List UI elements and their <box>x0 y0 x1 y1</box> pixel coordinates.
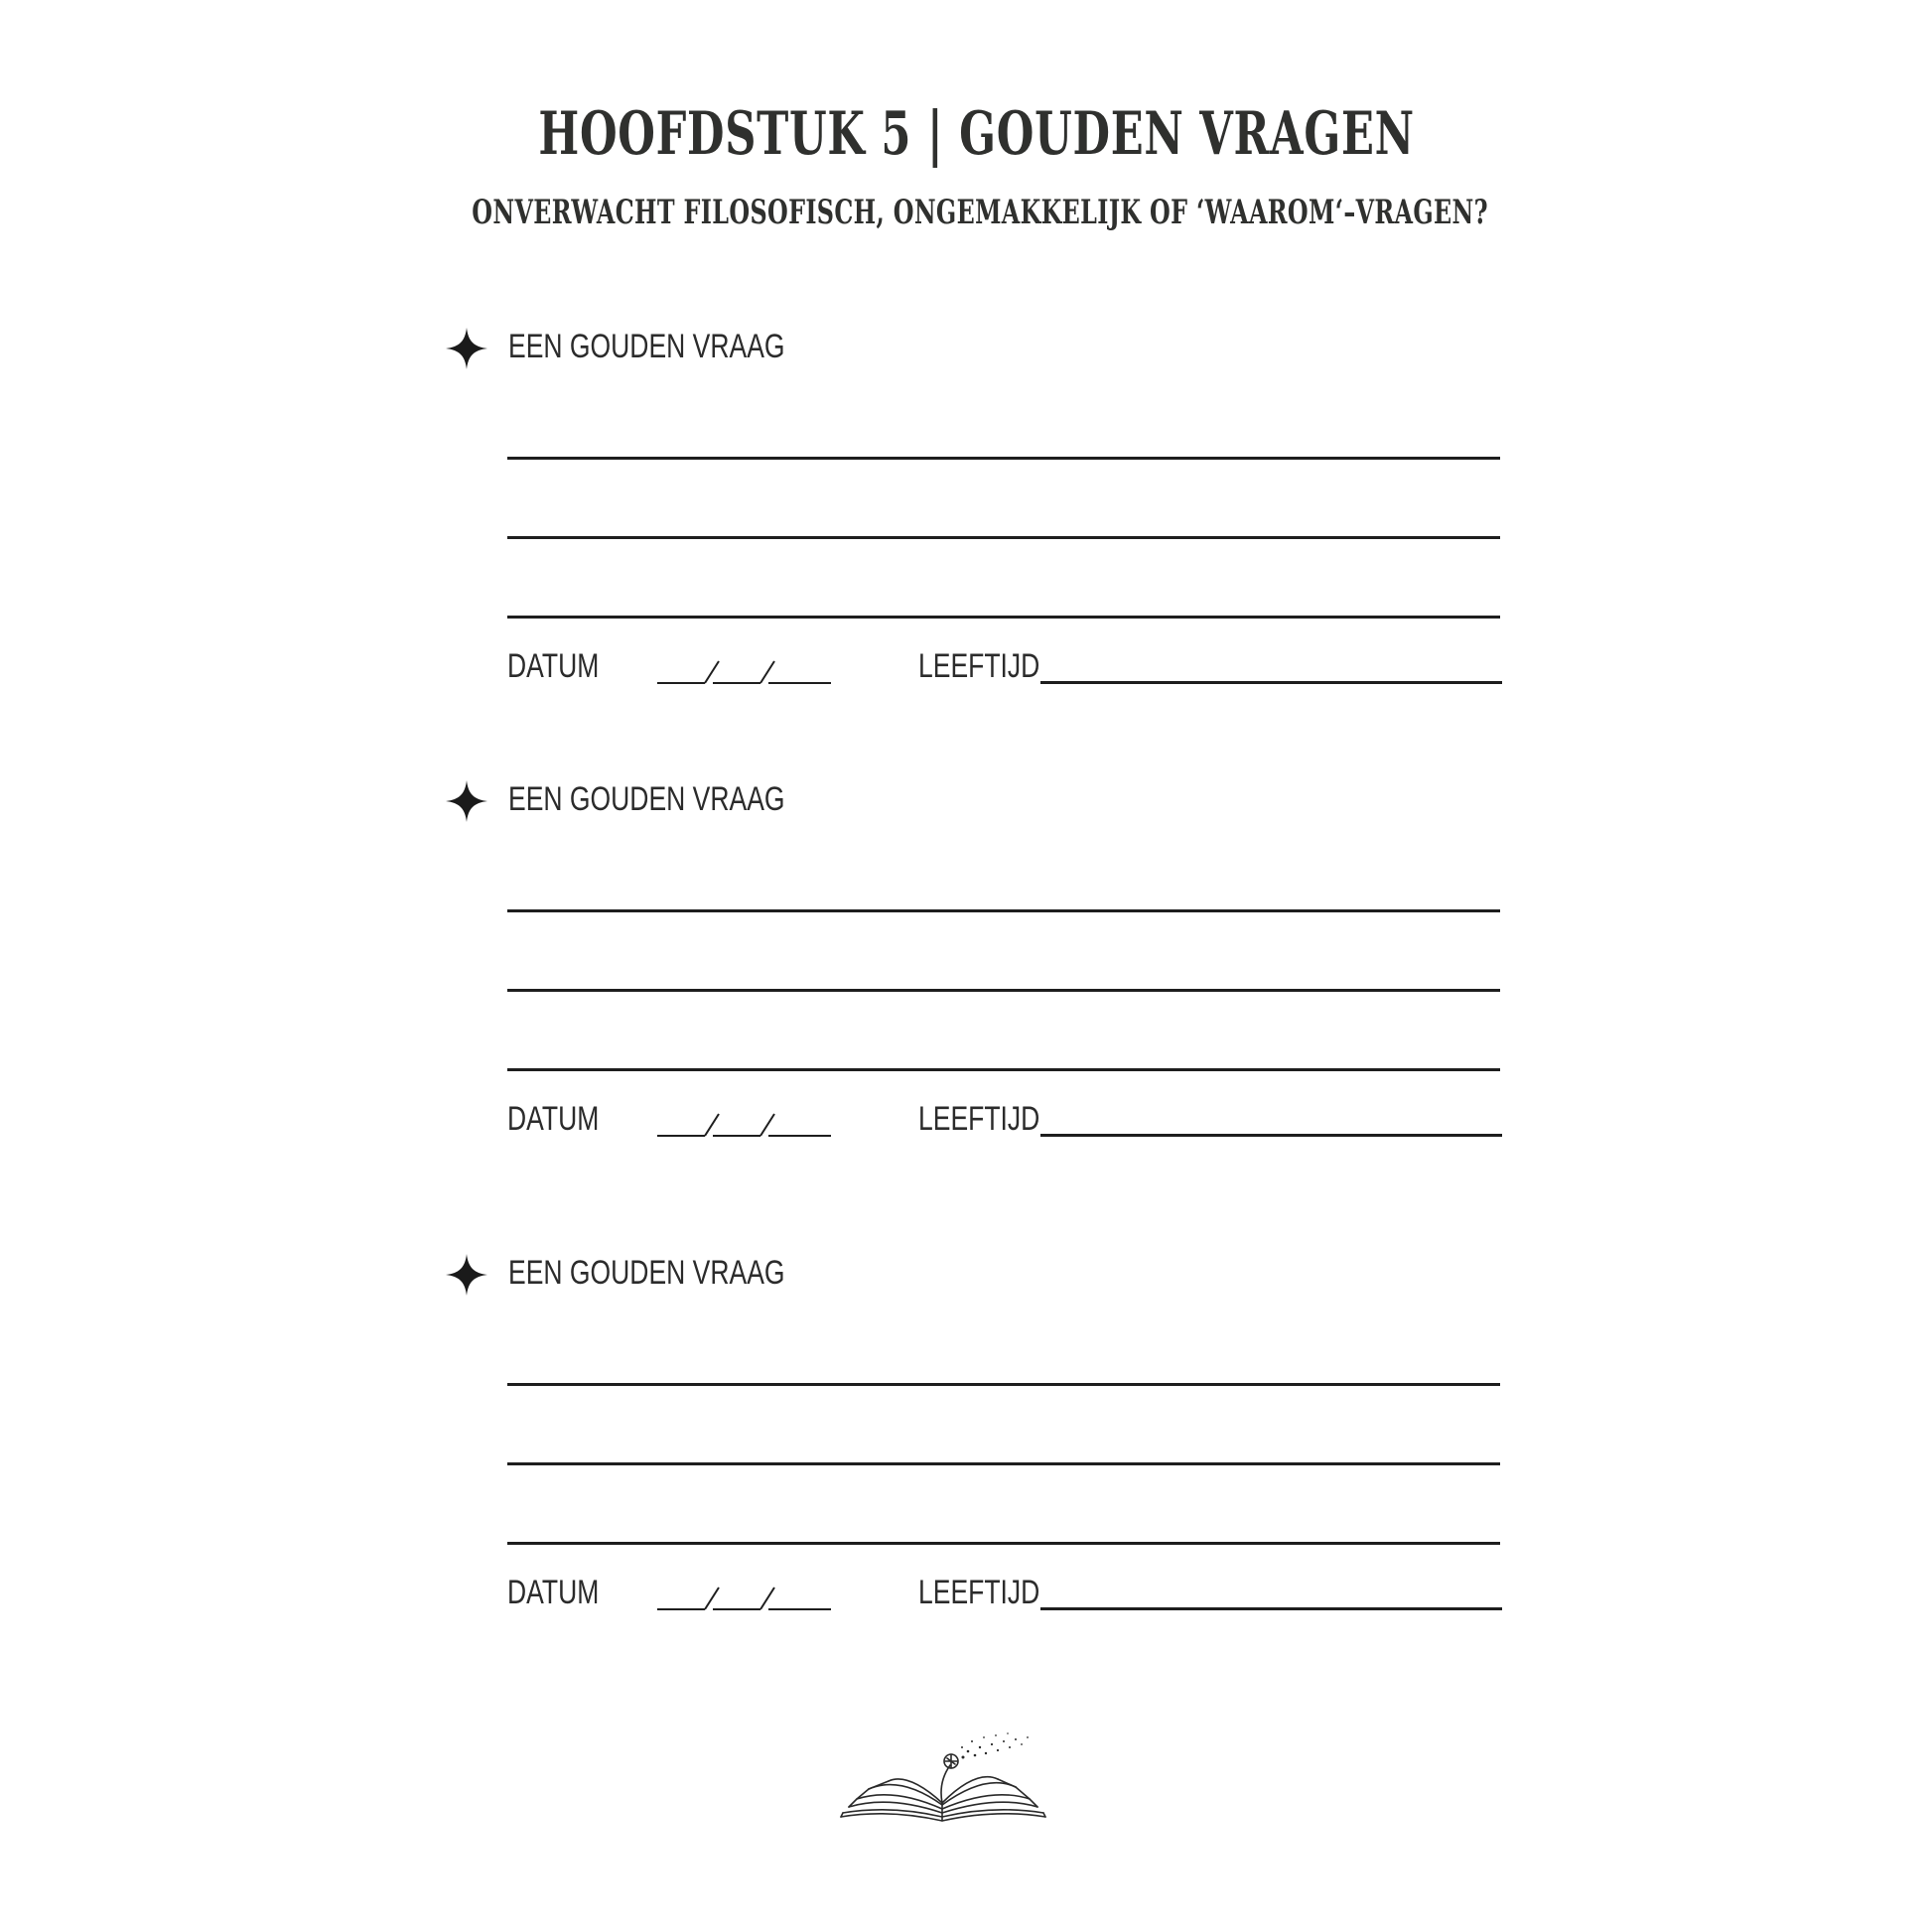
age-field[interactable] <box>1040 1607 1502 1610</box>
date-field[interactable] <box>657 1582 836 1611</box>
answer-line[interactable] <box>507 536 1500 539</box>
date-label: DATUM <box>507 647 600 685</box>
open-book-dandelion-icon <box>839 1718 1047 1827</box>
answer-line[interactable] <box>507 1462 1500 1465</box>
question-label: EEN GOUDEN VRAAG <box>508 780 785 818</box>
date-field[interactable] <box>657 655 836 685</box>
page-subtitle: ONVERWACHT FILOSOFISCH, ONGEMAKKELIJK OF ‘WAAROM‘–VRAGEN? <box>472 193 1488 232</box>
question-label: EEN GOUDEN VRAAG <box>508 1254 785 1292</box>
answer-line[interactable] <box>507 989 1500 992</box>
sparkle-star-icon <box>446 1254 487 1296</box>
age-label: LEEFTIJD <box>918 647 1040 685</box>
date-field[interactable] <box>657 1108 836 1138</box>
answer-line[interactable] <box>507 457 1500 460</box>
question-section-2 <box>0 780 1932 1158</box>
date-label: DATUM <box>507 1100 600 1138</box>
date-label: DATUM <box>507 1574 600 1611</box>
answer-line[interactable] <box>507 616 1500 619</box>
answer-line[interactable] <box>507 1068 1500 1071</box>
answer-line[interactable] <box>507 1383 1500 1386</box>
age-label: LEEFTIJD <box>918 1574 1040 1611</box>
question-section-1 <box>0 328 1932 705</box>
age-field[interactable] <box>1040 681 1502 684</box>
age-label: LEEFTIJD <box>918 1100 1040 1138</box>
question-section-3 <box>0 1254 1932 1631</box>
answer-line[interactable] <box>507 1542 1500 1545</box>
answer-line[interactable] <box>507 909 1500 912</box>
question-label: EEN GOUDEN VRAAG <box>508 328 785 365</box>
page-title: HOOFDSTUK 5 | GOUDEN VRAGEN <box>538 99 1415 169</box>
sparkle-star-icon <box>446 328 487 369</box>
sparkle-star-icon <box>446 780 487 822</box>
age-field[interactable] <box>1040 1134 1502 1137</box>
